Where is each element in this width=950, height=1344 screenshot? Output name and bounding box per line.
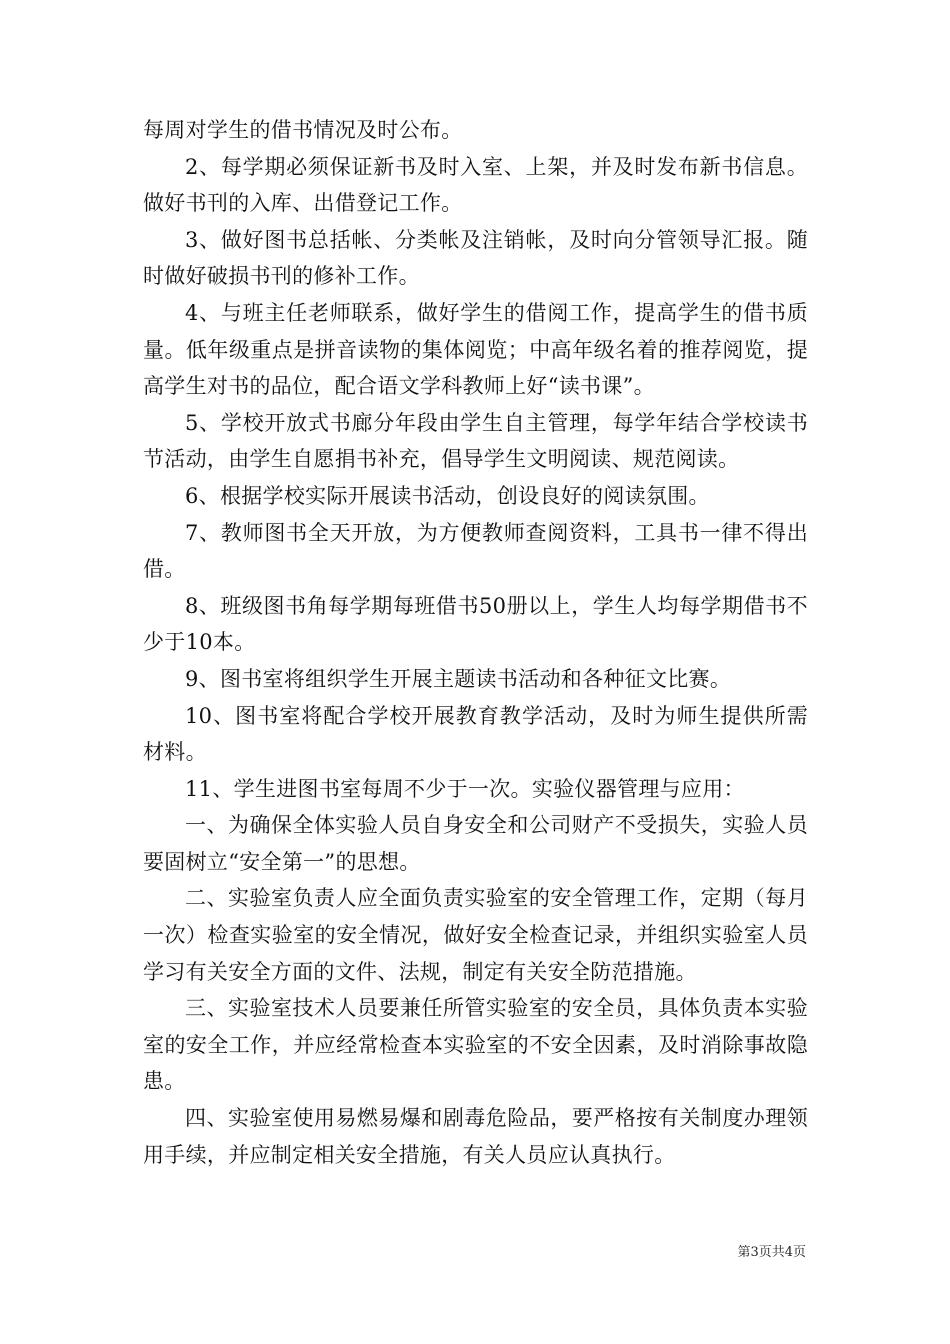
paragraph: 11、学生进图书室每周不少于一次。实验仪器管理与应用： bbox=[185, 776, 745, 801]
page-number: 第3页共4页 bbox=[737, 1245, 806, 1260]
paragraph: 8、班级图书角每学期每班借书50册以上，学生人均每学期借书不少于10本。 bbox=[143, 593, 808, 655]
paragraph: 二、实验室负责人应全面负责实验室的安全管理工作，定期（每月一次）检查实验室的安全情况，做好安全检查记录，并组织实验室人员学习有关安全方面的文件、法规，制定有关安全防范措施。 bbox=[143, 886, 808, 984]
paragraph: 4、与班主任老师联系，做好学生的借阅工作，提高学生的借书质量。低年级重点是拼音读物的集体阅览；中高年级名着的推荐阅览，提高学生对书的品位，配合语文学科教师上好“读书课”。 bbox=[143, 300, 808, 399]
paragraph: 四、实验室使用易燃易爆和剧毒危险品，要严格按有关制度办理领用手续，并应制定相关安全措施，有关人员应认真执行。 bbox=[143, 1106, 808, 1167]
paragraph: 7、教师图书全天开放，为方便教师查阅资料，工具书一律不得出借。 bbox=[143, 520, 808, 582]
paragraph: 三、实验室技术人员要兼任所管实验室的安全员，具体负责本实验室的安全工作，并应经常检查本实验室的不安全因素，及时消除事故隐患。 bbox=[143, 996, 808, 1094]
paragraph: 9、图书室将组织学生开展主题读书活动和各种征文比赛。 bbox=[185, 666, 732, 691]
paragraph: 5、学校开放式书廊分年段由学生自主管理，每学年结合学校读书节活动，由学生自愿捐书补充，倡导学生文明阅读、规范阅读。 bbox=[143, 410, 808, 472]
paragraph: 3、做好图书总括帐、分类帐及注销帐，及时向分管领导汇报。随时做好破损书刊的修补工作。 bbox=[143, 227, 808, 289]
document-body bbox=[143, 112, 808, 1173]
paragraph: 6、根据学校实际开展读书活动，创设良好的阅读氛围。 bbox=[185, 483, 710, 508]
paragraph: 10、图书室将配合学校开展教育教学活动，及时为师生提供所需材料。 bbox=[143, 703, 808, 765]
paragraph: 一、为确保全体实验人员自身安全和公司财产不受损失，实验人员要固树立“安全第一”的思想。 bbox=[143, 813, 808, 874]
paragraph: 2、每学期必须保证新书及时入室、上架，并及时发布新书信息。做好书刊的入库、出借登记工作。 bbox=[143, 154, 808, 216]
paragraph: 每周对学生的借书情况及时公布。 bbox=[143, 118, 463, 142]
